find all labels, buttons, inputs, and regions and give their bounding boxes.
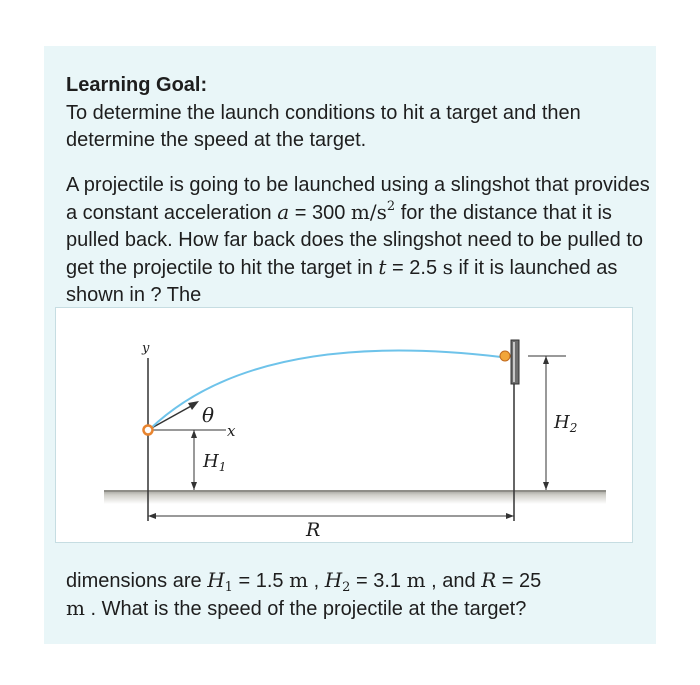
- h1-unit: m: [289, 568, 309, 592]
- h1-arrow-bottom: [191, 482, 197, 490]
- projectile-diagram: [56, 308, 634, 544]
- theta-label: θ: [202, 403, 215, 427]
- separator-2: , and: [425, 570, 482, 592]
- y-axis-label: y: [142, 341, 150, 356]
- accel-equals: = 300: [289, 202, 351, 224]
- accel-symbol: a: [277, 200, 290, 224]
- r-label: R: [306, 519, 321, 541]
- time-equals: = 2.5: [386, 257, 443, 279]
- h2-symbol: H: [324, 568, 343, 592]
- tail-part1: dimensions are: [66, 570, 208, 592]
- r-symbol: R: [481, 568, 497, 592]
- h2-label: $H_2$: [554, 412, 578, 435]
- tail-part2: . What is the speed of the projectile at the target?: [84, 598, 527, 620]
- h2-arrow-top: [543, 356, 549, 364]
- h1-arrow-top: [191, 430, 197, 438]
- r-arrow-left: [148, 513, 156, 519]
- r-arrow-right: [506, 513, 514, 519]
- projectile-at-target: [500, 351, 510, 361]
- h1-subscript: 1: [224, 580, 233, 595]
- problem-statement: [66, 172, 656, 309]
- h1-label: $H_1$: [203, 451, 227, 474]
- r-equals: = 25: [496, 570, 542, 592]
- h1-equals: = 1.5: [232, 570, 290, 592]
- ground: [104, 490, 606, 504]
- accel-exponent: 2: [386, 199, 396, 214]
- learning-goal-title: Learning Goal:: [66, 74, 208, 96]
- learning-goal-text: To determine the launch conditions to hit a target and then determine the speed at the target.: [66, 102, 581, 151]
- h2-unit: m: [406, 568, 426, 592]
- problem-dimensions-text: [66, 567, 656, 623]
- time-unit: s: [442, 255, 453, 279]
- h2-arrow-bottom: [543, 482, 549, 490]
- problem-text-part3: if it is launched as shown in ? The: [66, 257, 618, 306]
- arrow-head: [188, 401, 199, 410]
- accel-unit: m/s: [350, 200, 387, 224]
- target-highlight: [513, 342, 515, 382]
- h2-equals: = 3.1: [350, 570, 407, 592]
- h2-subscript: 2: [342, 580, 351, 595]
- h1-symbol: H: [207, 568, 225, 592]
- time-symbol: t: [378, 255, 387, 279]
- launch-direction-arrow: [148, 405, 193, 430]
- launch-point: [144, 426, 153, 435]
- problem-text-part2: for the distance that it is pulled back. How far back does the slingshot need to be pulled to get the projectile to hit the target in: [66, 202, 644, 279]
- r-unit: m: [66, 596, 85, 620]
- projectile-figure: [55, 307, 633, 543]
- separator-1: ,: [308, 570, 325, 592]
- x-axis-label: x: [227, 422, 236, 440]
- problem-text-part1: A projectile is going to be launched using a slingshot that provides a constant acceleration: [66, 174, 650, 224]
